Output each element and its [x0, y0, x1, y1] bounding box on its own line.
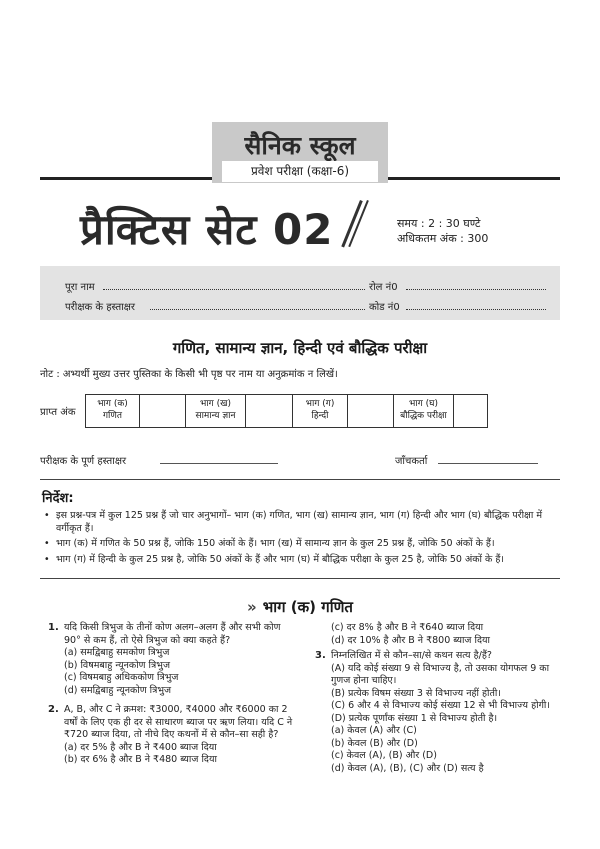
question-text: निम्नलिखित में से कौन–सा/से कथन सत्य है/हैं? — [331, 650, 492, 661]
bullet-icon: • — [44, 510, 50, 521]
option-b[interactable]: (b) केवल (B) और (D) — [331, 737, 418, 749]
option-c[interactable]: (c) केवल (A), (B) और (D) — [331, 750, 437, 761]
code-label: कोड नं0 — [369, 302, 400, 313]
double-chevron-icon: » — [247, 598, 257, 616]
part-kha-score[interactable] — [246, 395, 293, 427]
option-a[interactable]: (a) दर 5% है और B ने ₹400 ब्याज दिया — [64, 741, 217, 753]
statement-a: (A) यदि कोई संख्या 9 से विभाज्य है, तो उसका योगफल 9 का गुणज होना चाहिए। — [331, 662, 550, 686]
instruction-item: • इस प्रश्न-पत्र में कुल 125 प्रश्न हैं जो चार अनुभागों– भाग (क) गणित, भाग (ख) सामान्य ज्ञान, भाग (ग) हिन्दी और भाग (घ) बौद्धिक परीक्षा में वर्गीकृत हैं। — [44, 510, 543, 534]
code-field[interactable] — [406, 309, 546, 310]
part-gha-label: भाग (घ) बौद्धिक परीक्षा — [394, 395, 454, 427]
max-marks-label: अधिकतम अंक : 300 — [397, 232, 489, 245]
question-text: यदि किसी त्रिभुज के तीनों कोण अलग–अलग हैं और सभी कोण 90° से कम हैं, तो ऐसे त्रिभुज को क्या कहते हैं? — [64, 622, 281, 646]
marks-obtained-label: प्राप्त अंक — [40, 407, 76, 418]
statement-d: (D) प्रत्येक पूर्णांक संख्या 1 से विभाज्य होती है। — [331, 712, 498, 724]
separator-top — [40, 479, 560, 480]
option-c[interactable]: (c) विषमबाहु अधिककोण त्रिभुज — [64, 672, 179, 683]
statement-c: (C) 6 और 4 से विभाज्य कोई संख्या 12 से भी विभाज्य होगी। — [331, 700, 550, 711]
part-kha-label: भाग (ख) सामान्य ज्ञान — [186, 395, 246, 427]
question-2 — [48, 704, 296, 767]
separator-bottom — [40, 578, 560, 579]
question-number: 1. — [48, 622, 59, 633]
examiner-full-sign-field[interactable] — [160, 463, 278, 464]
instruction-item: • भाग (ग) में हिन्दी के कुल 25 प्रश्न है, जोकि 50 अंकों के हैं और भाग (घ) में बौद्धिक परीक्षा के कुल 25 है, जोकि 50 अंकों के हैं। — [44, 554, 504, 565]
school-title: सैनिक स्कूल — [244, 131, 356, 160]
exam-subtitle: प्रवेश परीक्षा (कक्षा-6) — [222, 161, 378, 182]
bullet-icon: • — [44, 538, 50, 549]
option-b[interactable]: (b) दर 6% है और B ने ₹480 ब्याज दिया — [64, 754, 217, 765]
practice-set-title: प्रैक्टिस सेट 02 — [80, 205, 334, 254]
name-field[interactable] — [103, 289, 365, 290]
question-2-continued — [315, 622, 560, 647]
bullet-icon: • — [44, 554, 50, 565]
examiner-sign-field[interactable] — [150, 309, 365, 310]
question-3 — [315, 650, 560, 775]
option-a[interactable]: (a) समद्विबाहु समकोण त्रिभुज — [64, 647, 170, 658]
name-row — [65, 279, 95, 293]
option-b[interactable]: (b) विषमबाहु न्यूनकोण त्रिभुज — [64, 659, 170, 671]
name-label: पूरा नाम — [65, 282, 95, 293]
examiner-full-sign-label: परीक्षक के पूर्ण हस्ताक्षर — [40, 456, 127, 467]
checker-field[interactable] — [438, 463, 538, 464]
marks-table — [85, 394, 488, 428]
part-ga-score[interactable] — [348, 395, 394, 427]
section-title: भाग (क) गणित — [262, 598, 353, 616]
time-label: समय : 2 : 30 घण्टे — [397, 217, 481, 230]
question-number: 2. — [48, 704, 59, 715]
instructions-heading: निर्देश: — [42, 491, 74, 506]
examiner-sign-label: परीक्षक के हस्ताक्षर — [65, 302, 135, 313]
option-d[interactable]: (d) समद्विबाहु न्यूनकोण त्रिभुज — [64, 684, 172, 696]
option-d[interactable]: (d) केवल (A), (B), (C) और (D) सत्य है — [331, 762, 484, 774]
option-c[interactable]: (c) दर 8% है और B ने ₹640 ब्याज दिया — [331, 622, 484, 633]
note-text: नोट : अभ्यर्थी मुख्य उत्तर पुस्तिका के किसी भी पृष्ठ पर नाम या अनुक्रमांक न लिखें। — [40, 369, 338, 380]
roll-label: रोल नं0 — [369, 282, 398, 293]
part-ka-label: भाग (क) गणित — [86, 395, 140, 427]
question-number: 3. — [315, 650, 326, 661]
part-ka-score[interactable] — [140, 395, 186, 427]
part-ga-label: भाग (ग) हिन्दी — [293, 395, 348, 427]
checker-label: जाँचकर्ता — [395, 456, 428, 467]
section-heading — [0, 597, 600, 617]
instruction-item: • भाग (क) में गणित के 50 प्रश्न हैं, जोकि 150 अंकों के हैं। भाग (ख) में सामान्य ज्ञान के कुल 25 प्रश्न हैं, जोकि 50 अंकों के हैं। — [44, 538, 495, 549]
question-text: A, B, और C ने क्रमश: ₹3000, ₹4000 और ₹6000 का 2 वर्षों के लिए एक ही दर से साधारण ब्याज पर ऋण लिया। यदि C ने ₹720 ब्याज दिया, तो नीचे दिए कथनों में से कौन–सा सही है? — [64, 704, 293, 740]
question-1 — [48, 622, 296, 697]
part-gha-score[interactable] — [454, 395, 487, 427]
roll-field[interactable] — [406, 289, 546, 290]
subject-title: गणित, सामान्य ज्ञान, हिन्दी एवं बौद्धिक परीक्षा — [172, 339, 428, 357]
option-a[interactable]: (a) केवल (A) और (C) — [331, 725, 417, 736]
option-d[interactable]: (d) दर 10% है और B ने ₹800 ब्याज दिया — [331, 634, 490, 646]
statement-b: (B) प्रत्येक विषम संख्या 3 से विभाज्य नहीं होती। — [331, 687, 501, 699]
